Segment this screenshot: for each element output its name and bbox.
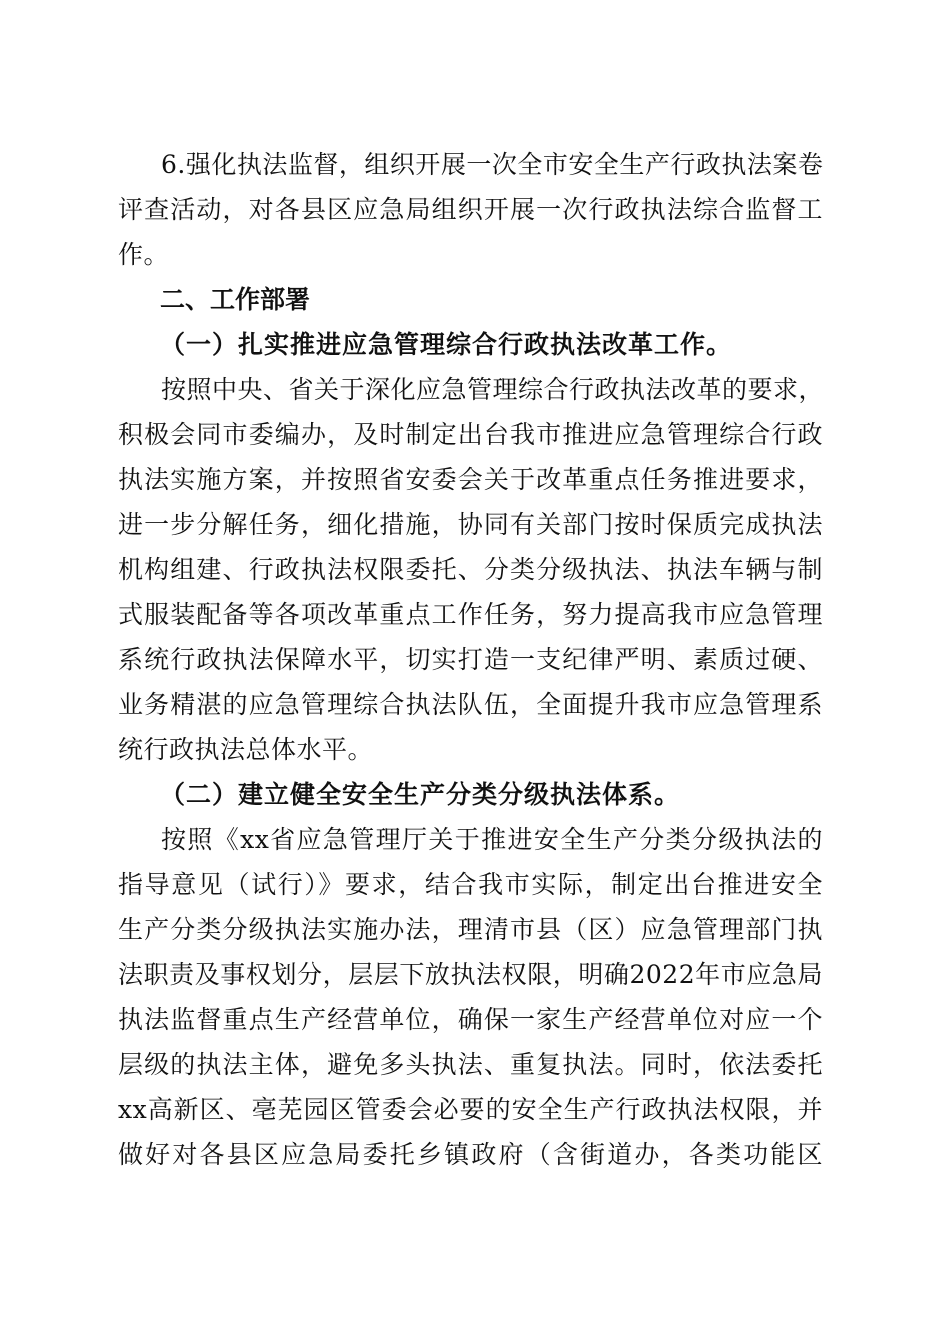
- text-line: 法职责及事权划分，层层下放执法权限，明确2022年市应急局: [118, 960, 823, 989]
- text-line: 积极会同市委编办，及时制定出台我市推进应急管理综合行政: [118, 420, 823, 449]
- text-line: 执法监督重点生产经营单位，确保一家生产经营单位对应一个: [118, 1005, 823, 1034]
- text-line: 机构组建、行政执法权限委托、分类分级执法、执法车辆与制: [118, 555, 823, 584]
- text-line: 系统行政执法保障水平，切实打造一支纪律严明、素质过硬、: [118, 645, 823, 674]
- text-line: 按照中央、省关于深化应急管理综合行政执法改革的要求，: [161, 375, 825, 404]
- subsection-heading-1: （一）扎实推进应急管理综合行政执法改革工作。: [160, 330, 733, 359]
- text-line: 层级的执法主体，避免多头执法、重复执法。同时，依法委托: [118, 1050, 823, 1079]
- text-line: 统行政执法总体水平。: [118, 735, 374, 764]
- text-line: 式服装配备等各项改革重点工作任务，努力提高我市应急管理: [118, 600, 823, 629]
- text-line: 生产分类分级执法实施办法，理清市县（区）应急管理部门执: [118, 915, 823, 944]
- text-line: 评查活动，对各县区应急局组织开展一次行政执法综合监督工: [118, 195, 823, 224]
- text-line: 业务精湛的应急管理综合执法队伍，全面提升我市应急管理系: [118, 690, 823, 719]
- text-line: 指导意见（试行）》要求，结合我市实际，制定出台推进安全: [118, 870, 823, 899]
- text-line: 执法实施方案，并按照省安委会关于改革重点任务推进要求，: [118, 465, 823, 494]
- subsection-1-body: [118, 367, 823, 772]
- subsection-heading-2: （二）建立健全安全生产分类分级执法体系。: [160, 780, 681, 809]
- text-line: 6.强化执法监督，组织开展一次全市安全生产行政执法案卷: [161, 150, 824, 179]
- text-line: 作。: [118, 240, 170, 269]
- text-line: 进一步分解任务，细化措施，协同有关部门按时保质完成执法: [118, 510, 823, 539]
- subsection-2-body: [118, 817, 823, 1177]
- item-6-paragraph: [118, 142, 823, 277]
- text-line: xx高新区、亳芜园区管委会必要的安全生产行政执法权限，并: [118, 1095, 823, 1124]
- section-heading: 二、工作部署: [160, 285, 311, 314]
- text-line: 按照《xx省应急管理厅关于推进安全生产分类分级执法的: [161, 825, 823, 854]
- text-line: 做好对各县区应急局委托乡镇政府（含街道办，各类功能区: [118, 1140, 823, 1169]
